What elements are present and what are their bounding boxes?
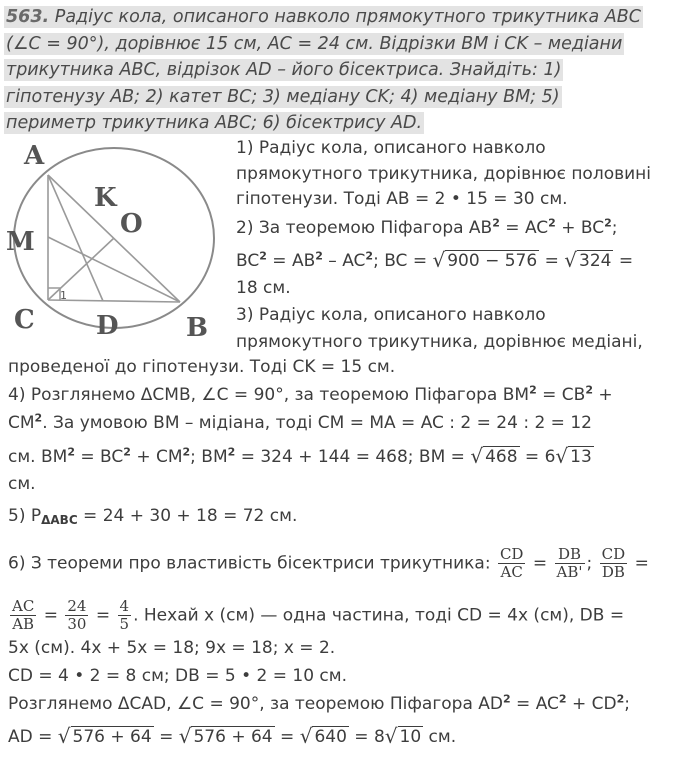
label-b: B	[186, 313, 208, 343]
step6-line: CD = 4 • 2 = 8 см; DB = 5 • 2 = 10 см.	[8, 666, 347, 686]
step4-line: см. $BM^2 = BC^2 + CM^2$; $BM^2 = 324 + 144 = 468$; BM = √ 468 = 6√ 13	[8, 444, 592, 468]
label-k: K	[94, 183, 117, 213]
fraction: $\frac{CD}{DB}$	[601, 545, 626, 581]
step4-line: 4) Розглянемо ΔCMB, ∠C = 90°, за теоремою Піфагора $BM^2 = CB^2$ +	[8, 383, 613, 405]
problem-line: (∠C = 90°), дорівнює 15 см, AC = 24 см. Відрізки BM і CK – медіани	[6, 33, 623, 54]
label-o: O	[120, 209, 143, 239]
step3-line: 3) Радіус кола, описаного навколо	[236, 305, 546, 325]
step3-line: проведеної до гіпотенузи. Тоді CK = 15 см.	[8, 357, 396, 377]
fraction: $\frac{DB}{AB'}$	[556, 545, 583, 581]
label-c: C	[14, 305, 35, 335]
radical: √ 13	[555, 444, 592, 468]
label-a: A	[24, 141, 45, 171]
label-d: D	[96, 311, 119, 341]
problem-statement	[4, 4, 694, 137]
step2-line: 18 см.	[236, 278, 291, 298]
step6-line: 6) З теореми про властивість бісектриси трикутника: $\frac{CD}{AC}$ = $\frac{DB}{AB'}$ ; $\frac{CD}{DB}$ =	[8, 545, 649, 581]
step3-line: прямокутного трикутника, дорівнює медіані,	[236, 332, 643, 352]
side-cb	[48, 300, 180, 302]
problem-line: трикутника ABC, відрізок AD – його бісектриса. Знайдіть: 1)	[6, 60, 562, 80]
step1-line: 1) Радіус кола, описаного навколо	[236, 138, 546, 158]
step5-line: 5) $P_{\Delta ABC} = 24 + 30 + 18 = 72$ см.	[8, 506, 298, 527]
fraction: $\frac{AC}{AB}$	[12, 597, 35, 633]
fraction: $\frac{CD}{AC}$	[499, 545, 524, 581]
radical: √ 576 + 64	[178, 724, 273, 748]
step6-line: Розглянемо ΔCAD, ∠C = 90°, за теоремою Піфагора $AD^2 = AC^2 + CD^2$;	[8, 692, 630, 714]
radical: √ 576 + 64	[57, 724, 152, 748]
median-ck	[48, 238, 114, 300]
radical: √ 10	[384, 724, 422, 748]
angle-label: 1	[60, 289, 67, 302]
problem-number: 563.	[6, 7, 50, 27]
problem-line: Радіус кола, описаного навколо прямокутного трикутника ABC	[54, 7, 641, 27]
radical: √ 900 − 576	[432, 248, 538, 272]
step4-line: $CM^2$. За умовою BM – мідіана, тоді CM = MA = AC : 2 = 24 : 2 = 12	[8, 411, 592, 433]
step1-line: прямокутного трикутника, дорівнює половині	[236, 164, 652, 184]
fraction: $\frac{4}{5}$	[119, 597, 130, 633]
step6-line: 5x (см). 4x + 5x = 18; 9x = 18; x = 2.	[8, 638, 336, 658]
radical: √ 468	[470, 444, 518, 468]
triangle-figure	[0, 130, 230, 360]
problem-line: гіпотенузу AB; 2) катет BC; 3) медіану CK; 4) медіану BM; 5)	[6, 86, 560, 107]
step2-line: 2) За теоремою Піфагора $AB^2 = AC^2 + BC^2$;	[236, 216, 618, 238]
step6-line: AD = √ 576 + 64 = √ 576 + 64 = √ 640 = 8√ 10 см.	[8, 724, 457, 748]
step1-line: гіпотенузи. Тоді AB = 2 • 15 = 30 см.	[236, 189, 568, 209]
step2-line: $BC^2 = AB^2 - AC^2$; BC = √ 900 − 576 = √ 324 =	[236, 248, 634, 272]
radical: √ 324	[564, 248, 612, 272]
label-m: M	[6, 227, 35, 257]
radical: √ 640	[299, 724, 347, 748]
fraction: $\frac{24}{30}$	[67, 597, 87, 633]
step4-line: см.	[8, 474, 36, 494]
step6-line: $\frac{AC}{AB}$ = $\frac{24}{30}$ = $\frac{4}{5}$ . Нехай x (см) — одна частина, тоді CD = 4x (см), DB =	[12, 597, 625, 633]
problem-line: периметр трикутника ABC; 6) бісектрису AD.	[6, 113, 423, 133]
median-bm	[48, 237, 180, 302]
